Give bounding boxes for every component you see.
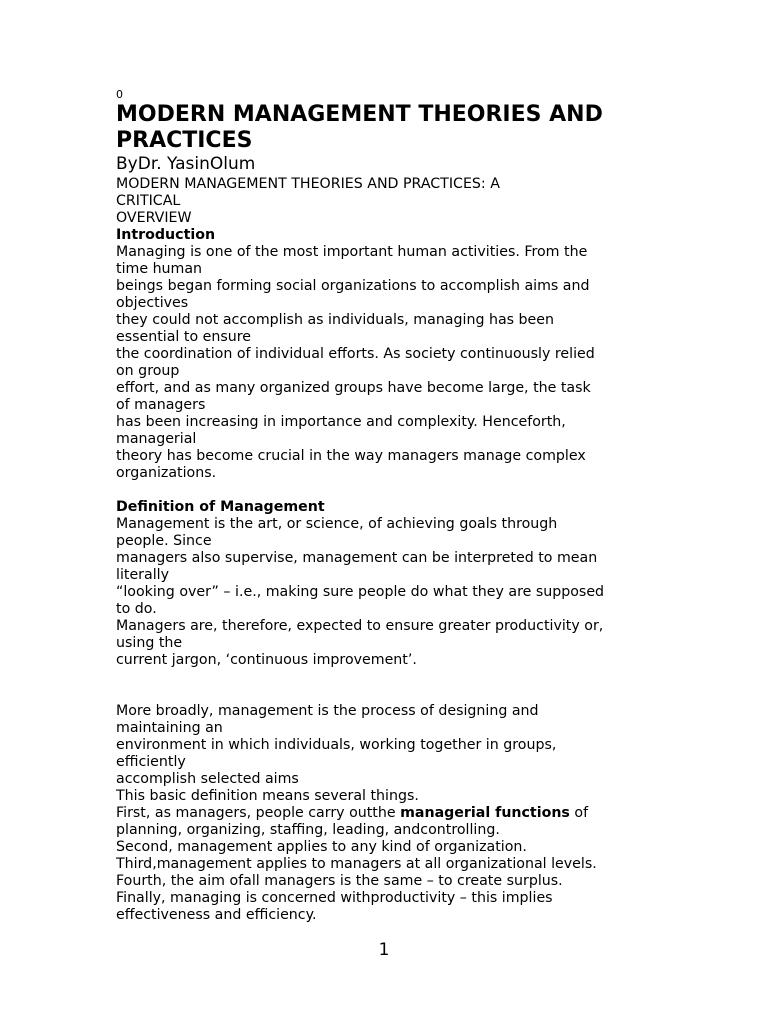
text-line: essential to ensure xyxy=(116,329,251,345)
text-line: managerial xyxy=(116,431,197,447)
text-line: “looking over” – i.e., making sure people do what they are supposed xyxy=(116,584,605,600)
text-line: the coordination of individual efforts. As society continuously relied xyxy=(116,346,595,362)
text-line: Fourth, the aim ofall managers is the same – to create surplus. xyxy=(116,873,563,889)
text-line: beings began forming social organizations to accomplish aims and xyxy=(116,278,590,294)
text-line: effectiveness and efficiency. xyxy=(116,907,317,923)
text-run: of xyxy=(569,805,589,821)
text-run: First, as managers, people carry outthe xyxy=(116,805,401,821)
text-line: has been increasing in importance and complexity. Henceforth, xyxy=(116,414,566,430)
text-line: environment in which individuals, working together in groups, xyxy=(116,737,557,753)
page-number: 1 xyxy=(378,940,390,960)
introduction-body xyxy=(116,244,656,482)
document-title xyxy=(116,102,656,154)
text-line: effort, and as many organized groups have become large, the task xyxy=(116,380,591,396)
text-line: Second, management applies to any kind of organization. xyxy=(116,839,527,855)
text-line: objectives xyxy=(116,295,189,311)
text-line: More broadly, management is the process of designing and xyxy=(116,703,539,719)
author-byline: ByDr. YasinOlum xyxy=(116,154,256,174)
definition-heading: Definition of Management xyxy=(116,499,325,515)
page-marker: 0 xyxy=(116,88,123,101)
text-line: Finally, managing is concerned withproductivity – this implies xyxy=(116,890,553,906)
managerial-functions-term: managerial functions xyxy=(400,805,570,821)
subtitle-line: CRITICAL xyxy=(116,193,181,209)
text-line: they could not accomplish as individuals, managing has been xyxy=(116,312,554,328)
broad-definition-section xyxy=(116,703,656,924)
text-line: managers also supervise, management can be interpreted to mean xyxy=(116,550,598,566)
text-line: accomplish selected aims xyxy=(116,771,299,787)
text-line: planning, organizing, staffing, leading, andcontrolling. xyxy=(116,822,500,838)
title-line: PRACTICES xyxy=(116,128,253,153)
subtitle-line: MODERN MANAGEMENT THEORIES AND PRACTICES: A xyxy=(116,176,500,192)
subtitle-line: OVERVIEW xyxy=(116,210,192,226)
text-line: Managers are, therefore, expected to ensure greater productivity or, xyxy=(116,618,604,634)
definition-section xyxy=(116,499,656,669)
text-line: using the xyxy=(116,635,183,651)
paragraph-gap xyxy=(116,482,656,499)
introduction-section xyxy=(116,227,656,482)
text-line: organizations. xyxy=(116,465,217,481)
paragraph-gap xyxy=(116,669,656,703)
text-line: efficiently xyxy=(116,754,186,770)
document-page xyxy=(116,88,656,924)
definition-body xyxy=(116,516,656,669)
text-line: Third,management applies to managers at all organizational levels. xyxy=(116,856,597,872)
text-line: on group xyxy=(116,363,180,379)
title-line: MODERN MANAGEMENT THEORIES AND xyxy=(116,102,603,127)
text-line: people. Since xyxy=(116,533,212,549)
text-line: of managers xyxy=(116,397,206,413)
text-line: theory has become crucial in the way managers manage complex xyxy=(116,448,586,464)
text-line: to do. xyxy=(116,601,157,617)
text-line-with-emphasis xyxy=(116,805,656,822)
text-line: literally xyxy=(116,567,169,583)
text-line: Management is the art, or science, of achieving goals through xyxy=(116,516,558,532)
text-line: time human xyxy=(116,261,203,277)
text-line: This basic definition means several things. xyxy=(116,788,419,804)
subtitle xyxy=(116,176,656,227)
text-line: maintaining an xyxy=(116,720,223,736)
text-line: Managing is one of the most important human activities. From the xyxy=(116,244,588,260)
introduction-heading: Introduction xyxy=(116,227,216,243)
text-line: current jargon, ‘continuous improvement’. xyxy=(116,652,417,668)
